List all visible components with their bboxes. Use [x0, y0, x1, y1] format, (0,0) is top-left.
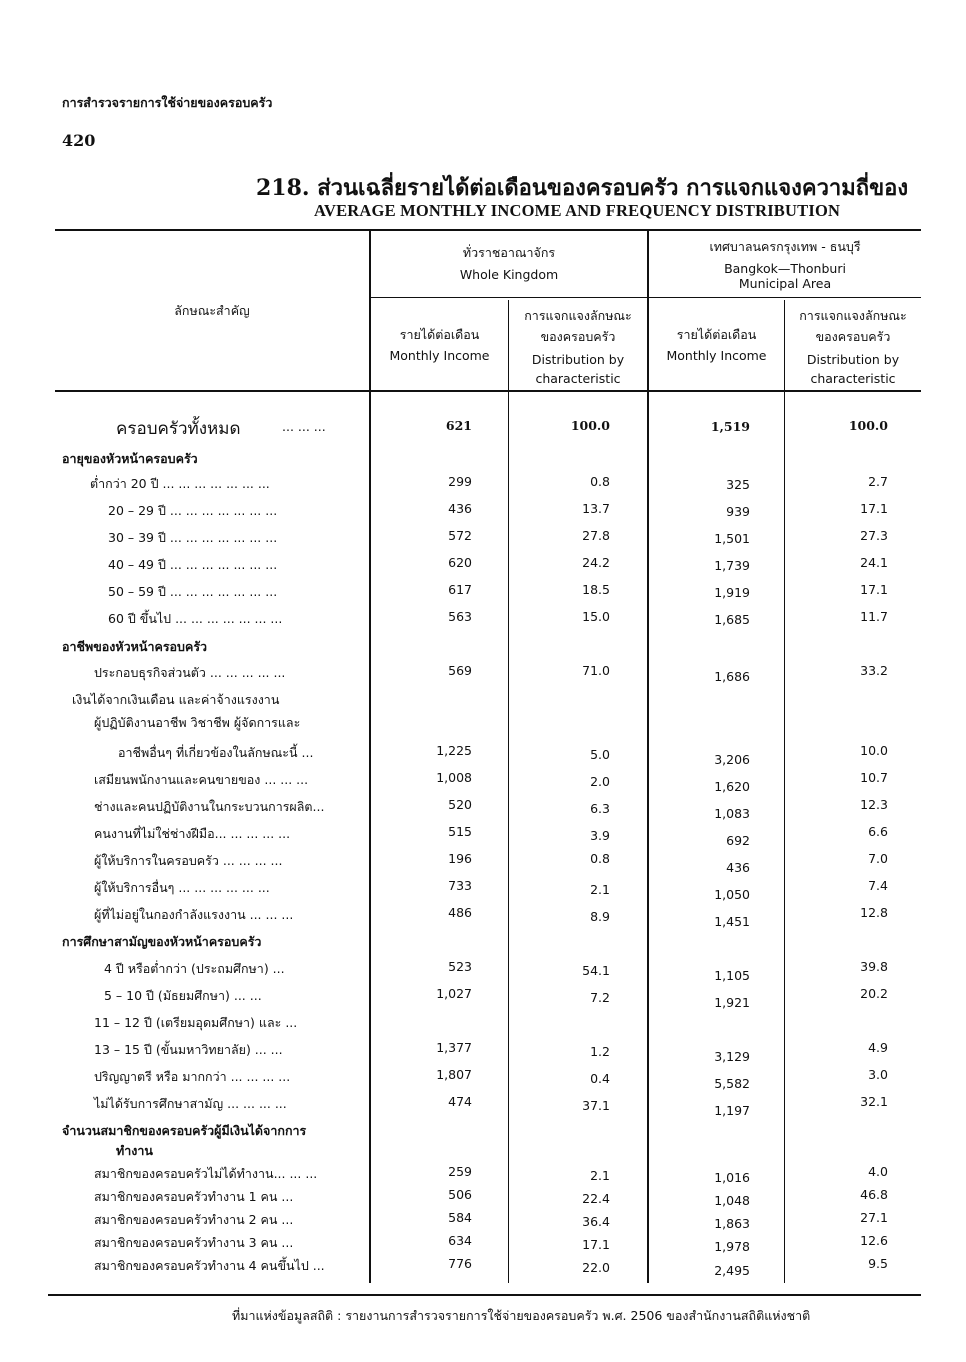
cell-bk-income: 1,919: [714, 585, 750, 600]
running-head: การสำรวจรายการใช้จ่ายของครอบครัว: [62, 95, 273, 110]
cell-bk-income: 5,582: [714, 1076, 750, 1091]
header-wk-dist-en-2: characteristic: [535, 371, 621, 386]
bottom-rule: [48, 1294, 921, 1296]
header-bk-dist-en-1: Distribution by: [806, 352, 900, 367]
cell-wk-dist: 5.0: [590, 747, 610, 762]
cell-bk-income: 1,978: [714, 1239, 750, 1254]
cell-wk-income: 563: [448, 609, 472, 624]
source-note: ที่มาแห่งข้อมูลสถิติ : รายงานการสำรวจรายการใช้จ่ายของครอบครัว พ.ศ. 2506 ของสำนักงานสถิติแห่งชาติ: [232, 1308, 811, 1323]
cell-wk-income: 634: [448, 1233, 472, 1248]
header-bottom-rule: [55, 390, 921, 392]
vline-wk-sub: [508, 300, 509, 1283]
row-label: ไม่ได้รับการศึกษาสามัญ ... ... ... ...: [94, 1096, 287, 1111]
row-label: คนงานที่ไม่ใช่ช่างฝีมือ... ... ... ... ...: [94, 826, 291, 841]
caption-occupation: อาชีพของหัวหน้าครอบครัว: [62, 639, 208, 654]
cell-bk-income: 1,050: [714, 887, 750, 902]
caption-members-cont: ทำงาน: [116, 1143, 153, 1158]
row-label: ผู้ที่ไม่อยู่ในกองกำลังแรงงาน ... ... ...: [94, 907, 294, 922]
cell-bk-dist: 10.0: [860, 743, 888, 758]
cell-bk-dist: 39.8: [860, 959, 888, 974]
cell-wk-dist: 6.3: [590, 801, 610, 816]
cell-bk-dist: 27.1: [860, 1210, 888, 1225]
header-wk-income-th: รายได้ต่อเดือน: [399, 327, 480, 342]
row-label: 40 – 49 ปี ... ... ... ... ... ... ...: [108, 557, 278, 572]
cell-wk-income: 1,225: [436, 743, 472, 758]
cell-wk-dist: 2.0: [590, 774, 610, 789]
row-label: สมาชิกของครอบครัวทำงาน 2 คน ...: [94, 1212, 294, 1227]
cell-wk-income: 474: [448, 1094, 472, 1109]
cell-wk-dist: 71.0: [582, 663, 610, 678]
page-number: 420: [62, 131, 96, 150]
cell-wk-income: 196: [448, 851, 472, 866]
row-label: สมาชิกของครอบครัวทำงาน 3 คน ...: [94, 1235, 294, 1250]
row-label: 4 ปี หรือต่ำกว่า (ประถมศึกษา) ...: [104, 961, 285, 976]
row-label: ปริญญาตรี หรือ มากกว่า ... ... ... ...: [94, 1069, 291, 1084]
total-label: ครอบครัวทั้งหมด: [116, 419, 241, 439]
row-label: ผู้ให้บริการในครอบครัว ... ... ... ...: [94, 853, 283, 868]
cell-bk-dist: 17.1: [860, 582, 888, 597]
cell-bk-income: 325: [726, 477, 750, 492]
cell-bk-dist: 3.0: [868, 1067, 888, 1082]
total-bk-dist: 100.0: [848, 418, 888, 433]
row-label: 11 – 12 ปี (เตรียมอุดมศึกษา) และ ...: [94, 1015, 298, 1030]
cell-bk-dist: 46.8: [860, 1187, 888, 1202]
header-bk-dist-en-2: characteristic: [810, 371, 896, 386]
rule-under-wk: [371, 297, 647, 298]
header-bk-dist-th-1: การแจกแจงลักษณะ: [799, 308, 907, 323]
cell-wk-dist: 3.9: [590, 828, 610, 843]
cell-wk-dist: 22.4: [582, 1191, 610, 1206]
cell-bk-income: 1,083: [714, 806, 750, 821]
cell-wk-income: 259: [448, 1164, 472, 1179]
cell-wk-dist: 54.1: [582, 963, 610, 978]
cell-bk-dist: 12.6: [860, 1233, 888, 1248]
cell-wk-dist: 13.7: [582, 501, 610, 516]
total-wk-income: 621: [445, 418, 472, 433]
cell-wk-income: 436: [448, 501, 472, 516]
cell-bk-dist: 12.8: [860, 905, 888, 920]
cell-bk-dist: 27.3: [860, 528, 888, 543]
cell-bk-income: 3,206: [714, 752, 750, 767]
header-whole-kingdom-th: ทั่วราชอาณาจักร: [462, 245, 556, 260]
row-label: เสมียนพนักงานและคนขายของ ... ... ...: [94, 772, 309, 787]
cell-wk-dist: 18.5: [582, 582, 610, 597]
cell-wk-dist: 36.4: [582, 1214, 610, 1229]
cell-wk-dist: 37.1: [582, 1098, 610, 1113]
cell-wk-income: 776: [448, 1256, 472, 1271]
header-bangkok-th: เทศบาลนครกรุงเทพ - ธนบุรี: [709, 239, 861, 254]
cell-bk-dist: 24.1: [860, 555, 888, 570]
cell-wk-income: 620: [448, 555, 472, 570]
row-label: 50 – 59 ปี ... ... ... ... ... ... ...: [108, 584, 278, 599]
cell-bk-income: 1,863: [714, 1216, 750, 1231]
cell-wk-dist: 1.2: [590, 1044, 610, 1059]
cell-bk-dist: 6.6: [868, 824, 888, 839]
table-title-english: AVERAGE MONTHLY INCOME AND FREQUENCY DISTRIBUTION: [314, 201, 841, 220]
cell-bk-dist: 17.1: [860, 501, 888, 516]
cell-bk-dist: 7.0: [868, 851, 888, 866]
row-label: 5 – 10 ปี (มัธยมศึกษา) ... ...: [104, 988, 262, 1003]
row-label: อาชีพอื่นๆ ที่เกี่ยวข้องในลักษณะนี้ ...: [118, 745, 314, 760]
cell-bk-dist: 11.7: [860, 609, 888, 624]
cell-bk-income: 1,921: [714, 995, 750, 1010]
cell-bk-dist: 20.2: [860, 986, 888, 1001]
cell-bk-dist: 33.2: [860, 663, 888, 678]
header-wk-dist-th-2: ของครอบครัว: [540, 329, 616, 344]
vline-group-divider: [647, 231, 649, 1283]
cell-wk-dist: 2.1: [590, 882, 610, 897]
row-label: 30 – 39 ปี ... ... ... ... ... ... ...: [108, 530, 278, 545]
cell-bk-dist: 12.3: [860, 797, 888, 812]
cell-bk-income: 2,495: [714, 1263, 750, 1278]
cell-bk-income: 1,501: [714, 531, 750, 546]
cell-wk-income: 1,807: [436, 1067, 472, 1082]
cell-wk-income: 520: [448, 797, 472, 812]
cell-wk-dist: 8.9: [590, 909, 610, 924]
cell-bk-income: 436: [726, 860, 750, 875]
cell-bk-income: 692: [726, 833, 750, 848]
cell-wk-dist: 0.8: [590, 474, 610, 489]
vline-bk-sub: [784, 300, 785, 1283]
row-label: สมาชิกของครอบครัวไม่ได้ทำงาน... ... ...: [94, 1166, 318, 1181]
cell-bk-income: 1,197: [714, 1103, 750, 1118]
row-label: ผู้ให้บริการอื่นๆ ... ... ... ... ... ...: [94, 880, 270, 895]
header-whole-kingdom-en: Whole Kingdom: [459, 267, 559, 282]
total-dots: ... ... ...: [282, 419, 326, 434]
cell-bk-dist: 4.9: [868, 1040, 888, 1055]
header-bangkok-en-1: Bangkok—Thonburi: [724, 261, 846, 276]
cell-bk-income: 1,105: [714, 968, 750, 983]
header-wk-dist-en-1: Distribution by: [531, 352, 625, 367]
cell-bk-dist: 7.4: [868, 878, 888, 893]
cell-wk-dist: 17.1: [582, 1237, 610, 1252]
row-label: ผู้ปฏิบัติงานอาชีพ วิชาชีพ ผู้จัดการและ: [94, 715, 301, 730]
cell-bk-income: 939: [726, 504, 750, 519]
caption-salary: เงินได้จากเงินเดือน และค่าจ้างแรงงาน: [72, 692, 280, 707]
total-wk-dist: 100.0: [570, 418, 610, 433]
cell-wk-dist: 22.0: [582, 1260, 610, 1275]
cell-bk-dist: 9.5: [868, 1256, 888, 1271]
cell-wk-income: 523: [448, 959, 472, 974]
caption-education: การศึกษาสามัญของหัวหน้าครอบครัว: [62, 934, 262, 949]
cell-bk-dist: 4.0: [868, 1164, 888, 1179]
cell-bk-dist: 10.7: [860, 770, 888, 785]
cell-wk-income: 733: [448, 878, 472, 893]
cell-wk-income: 515: [448, 824, 472, 839]
row-label: สมาชิกของครอบครัวทำงาน 4 คนขึ้นไป ...: [94, 1258, 325, 1273]
cell-wk-dist: 2.1: [590, 1168, 610, 1183]
header-bk-income-en: Monthly Income: [666, 348, 767, 363]
cell-wk-income: 572: [448, 528, 472, 543]
header-bk-dist-th-2: ของครอบครัว: [815, 329, 891, 344]
row-label: สมาชิกของครอบครัวทำงาน 1 คน ...: [94, 1189, 294, 1204]
cell-wk-income: 1,008: [436, 770, 472, 785]
cell-wk-income: 506: [448, 1187, 472, 1202]
cell-wk-income: 1,377: [436, 1040, 472, 1055]
cell-bk-income: 1,451: [714, 914, 750, 929]
cell-bk-dist: 2.7: [868, 474, 888, 489]
top-rule: [55, 229, 921, 231]
row-label: ช่างและคนปฏิบัติงานในกระบวนการผลิต...: [94, 799, 325, 814]
cell-wk-dist: 0.4: [590, 1071, 610, 1086]
cell-wk-income: 584: [448, 1210, 472, 1225]
rule-under-bk: [649, 297, 921, 298]
vline-label-right: [369, 231, 371, 1283]
cell-wk-income: 486: [448, 905, 472, 920]
header-wk-dist-th-1: การแจกแจงลักษณะ: [524, 308, 632, 323]
header-characteristic: ลักษณะสำคัญ: [174, 303, 250, 318]
cell-bk-income: 1,739: [714, 558, 750, 573]
cell-bk-income: 1,620: [714, 779, 750, 794]
table-title-thai: 218. ส่วนเฉลี่ยรายได้ต่อเดือนของครอบครัว การแจกแจงความถี่ของ: [256, 175, 909, 201]
cell-bk-income: 3,129: [714, 1049, 750, 1064]
cell-wk-income: 617: [448, 582, 472, 597]
header-bangkok-en-2: Municipal Area: [738, 276, 832, 291]
caption-age: อายุของหัวหน้าครอบครัว: [62, 451, 198, 466]
cell-wk-dist: 27.8: [582, 528, 610, 543]
row-label: 60 ปี ขึ้นไป ... ... ... ... ... ... ...: [108, 611, 283, 626]
cell-wk-dist: 24.2: [582, 555, 610, 570]
cell-bk-income: 1,686: [714, 669, 750, 684]
row-label: ต่ำกว่า 20 ปี ... ... ... ... ... ... ...: [90, 476, 270, 491]
cell-bk-dist: 32.1: [860, 1094, 888, 1109]
row-label: ประกอบธุรกิจส่วนตัว ... ... ... ... ...: [94, 665, 286, 680]
row-label: 20 – 29 ปี ... ... ... ... ... ... ...: [108, 503, 278, 518]
caption-members: จำนวนสมาชิกของครอบครัวผู้มีเงินได้จากการ: [62, 1123, 307, 1138]
cell-bk-income: 1,685: [714, 612, 750, 627]
cell-wk-dist: 7.2: [590, 990, 610, 1005]
cell-bk-income: 1,048: [714, 1193, 750, 1208]
cell-wk-dist: 15.0: [582, 609, 610, 624]
cell-wk-income: 299: [448, 474, 472, 489]
header-wk-income-en: Monthly Income: [389, 348, 490, 363]
cell-wk-dist: 0.8: [590, 851, 610, 866]
cell-bk-income: 1,016: [714, 1170, 750, 1185]
cell-wk-income: 569: [448, 663, 472, 678]
header-bk-income-th: รายได้ต่อเดือน: [676, 327, 757, 342]
total-bk-income: 1,519: [710, 419, 750, 434]
row-label: 13 – 15 ปี (ขั้นมหาวิทยาลัย) ... ...: [94, 1042, 283, 1057]
cell-wk-income: 1,027: [436, 986, 472, 1001]
